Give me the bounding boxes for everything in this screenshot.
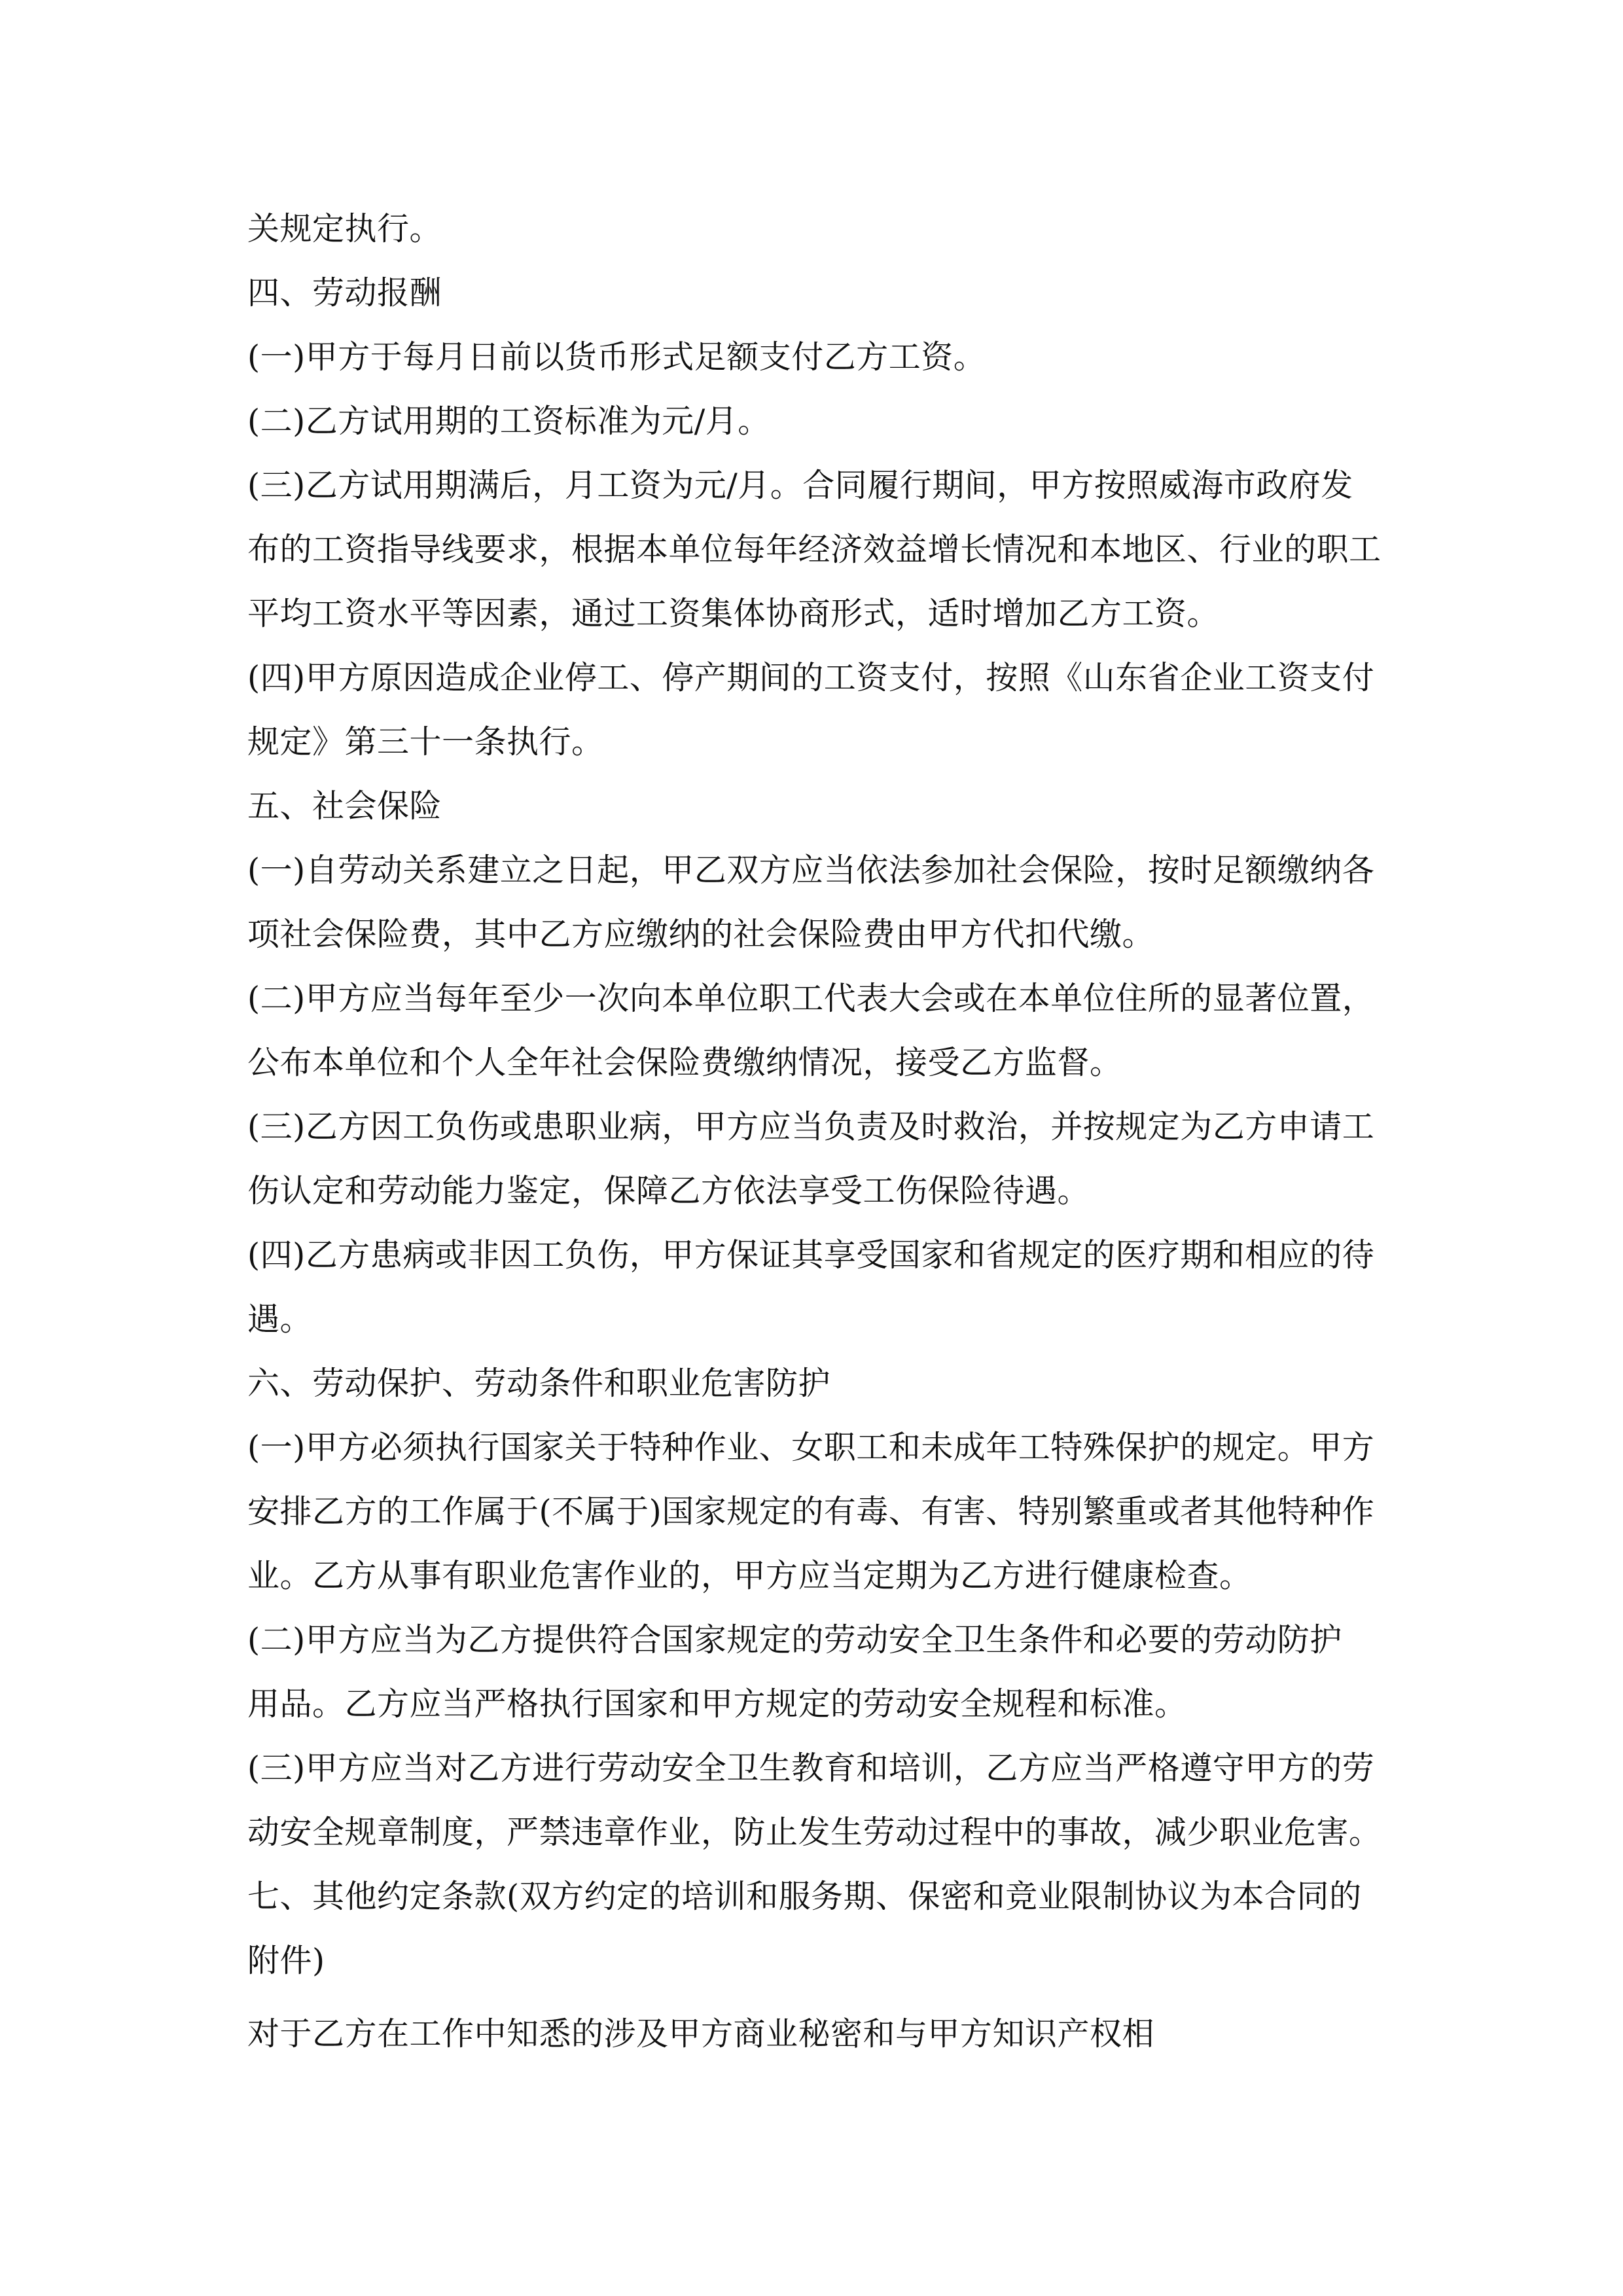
text-line-14: 公布本单位和个人全年社会保险费缴纳情况，接受乙方监督。: [247, 1044, 1122, 1081]
section-heading-5: 五、社会保险: [247, 787, 442, 825]
text-line-24: 用品。乙方应当严格执行国家和甲方规定的劳动安全规程和标准。: [247, 1685, 1187, 1723]
text-line-29: 对于乙方在工作中知悉的涉及甲方商业秘密和与甲方知识产权相: [247, 2015, 1155, 2053]
text-line-8: (四)甲方原因造成企业停工、停产期间的工资支付，按照《山东省企业工资支付: [247, 659, 1375, 696]
text-line-21: 安排乙方的工作属于(不属于)国家规定的有毒、有害、特别繁重或者其他特种作: [247, 1493, 1375, 1530]
text-line-3: (一)甲方于每月日前以货币形式足额支付乙方工资。: [247, 338, 986, 376]
text-line-16: 伤认定和劳动能力鉴定，保障乙方依法享受工伤保险待遇。: [247, 1172, 1090, 1210]
text-line-25: (三)甲方应当对乙方进行劳动安全卫生教育和培训，乙方应当严格遵守甲方的劳: [247, 1749, 1375, 1787]
section-heading-6: 六、劳动保护、劳动条件和职业危害防护: [247, 1365, 831, 1402]
text-line-22: 业。乙方从事有职业危害作业的，甲方应当定期为乙方进行健康检查。: [247, 1557, 1252, 1594]
text-line-7: 平均工资水平等因素，通过工资集体协商形式，适时增加乙方工资。: [247, 595, 1220, 632]
text-line-20: (一)甲方必须执行国家关于特种作业、女职工和未成年工特殊保护的规定。甲方: [247, 1429, 1375, 1466]
text-line-18: 遇。: [247, 1300, 313, 1338]
text-line-1: 关规定执行。: [247, 210, 442, 247]
text-line-15: (三)乙方因工负伤或患职业病，甲方应当负责及时救治，并按规定为乙方申请工: [247, 1108, 1375, 1145]
section-heading-4: 四、劳动报酬: [247, 274, 442, 312]
text-line-17: (四)乙方患病或非因工负伤，甲方保证其享受国家和省规定的医疗期和相应的待: [247, 1236, 1375, 1274]
section-heading-7: 七、其他约定条款(双方约定的培训和服务期、保密和竞业限制协议为本合同的: [247, 1878, 1362, 1915]
text-line-4: (二)乙方试用期的工资标准为元/月。: [247, 403, 770, 440]
text-line-5: (三)乙方试用期满后，月工资为元/月。合同履行期间，甲方按照威海市政府发: [247, 467, 1353, 504]
text-line-26: 动安全规章制度，严禁违章作业，防止发生劳动过程中的事故，减少职业危害。: [247, 1814, 1382, 1851]
text-line-13: (二)甲方应当每年至少一次向本单位职工代表大会或在本单位住所的显著位置，: [247, 980, 1375, 1017]
text-line-11: (一)自劳动关系建立之日起，甲乙双方应当依法参加社会保险，按时足额缴纳各: [247, 852, 1375, 889]
text-line-28: 附件): [247, 1942, 325, 1979]
text-line-23: (二)甲方应当为乙方提供符合国家规定的劳动安全卫生条件和必要的劳动防护: [247, 1621, 1342, 1659]
text-line-12: 项社会保险费，其中乙方应缴纳的社会保险费由甲方代扣代缴。: [247, 916, 1155, 953]
text-line-9: 规定》第三十一条执行。: [247, 723, 604, 761]
text-line-6: 布的工资指导线要求，根据本单位每年经济效益增长情况和本地区、行业的职工: [247, 531, 1382, 568]
